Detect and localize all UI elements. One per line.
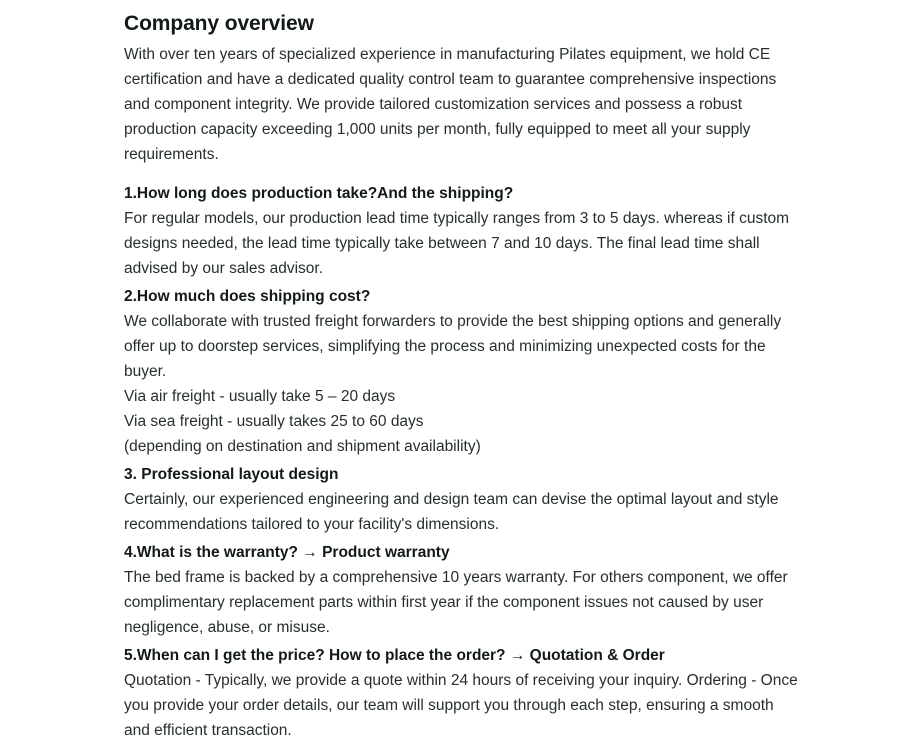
faq-question: 1.How long does production take?And the shipping? bbox=[124, 185, 514, 202]
page-title: Company overview bbox=[124, 12, 314, 35]
faq-answer-extra-line: (depending on destination and shipment availability) bbox=[124, 438, 481, 455]
faq-question: 5.When can I get the price? How to place the order? → Quotation & Order bbox=[124, 647, 665, 664]
faq-question: 4.What is the warranty? → Product warranty bbox=[124, 544, 450, 561]
faq-item-5 bbox=[124, 643, 802, 743]
faq-answer: We collaborate with trusted freight forwarders to provide the best shipping options and generally offer up to doorstep services, simplifying the process and minimizing unexpected costs for the buyer. bbox=[124, 313, 782, 380]
company-overview-paragraph: With over ten years of specialized experience in manufacturing Pilates equipment, we hold CE certification and have a dedicated quality control team to guarantee comprehensive inspections and component integrity. We provide tailored customization services and possess a robust production capacity exceeding 1,000 units per month, fully equipped to meet all your supply requirements. bbox=[124, 46, 777, 163]
faq-answer: The bed frame is backed by a comprehensive 10 years warranty. For others component, we offer complimentary replacement parts within first year if the component issues not caused by user negligence, abuse, or misuse. bbox=[124, 569, 788, 636]
faq-item-4 bbox=[124, 540, 802, 640]
faq-item-2 bbox=[124, 284, 802, 459]
faq-answer: For regular models, our production lead time typically ranges from 3 to 5 days. whereas if custom designs needed, the lead time typically take between 7 and 10 days. The final lead time shall advised by our sales advisor. bbox=[124, 210, 790, 277]
faq-answer-extra-line: Via sea freight - usually takes 25 to 60 days bbox=[124, 413, 424, 430]
faq-answer-extra-line: Via air freight - usually take 5 – 20 days bbox=[124, 388, 396, 405]
faq-item-3 bbox=[124, 462, 802, 537]
faq-item-1 bbox=[124, 181, 802, 281]
faq-question: 2.How much does shipping cost? bbox=[124, 288, 371, 305]
faq-answer: Certainly, our experienced engineering and design team can devise the optimal layout and style recommendations tailored to your facility's dimensions. bbox=[124, 491, 779, 533]
faq-answer: Quotation - Typically, we provide a quote within 24 hours of receiving your inquiry. Ordering - Once you provide your order details, our team will support you through each step, ensuring a smooth and efficient transaction. bbox=[124, 672, 798, 739]
faq-question: 3. Professional layout design bbox=[124, 466, 339, 483]
